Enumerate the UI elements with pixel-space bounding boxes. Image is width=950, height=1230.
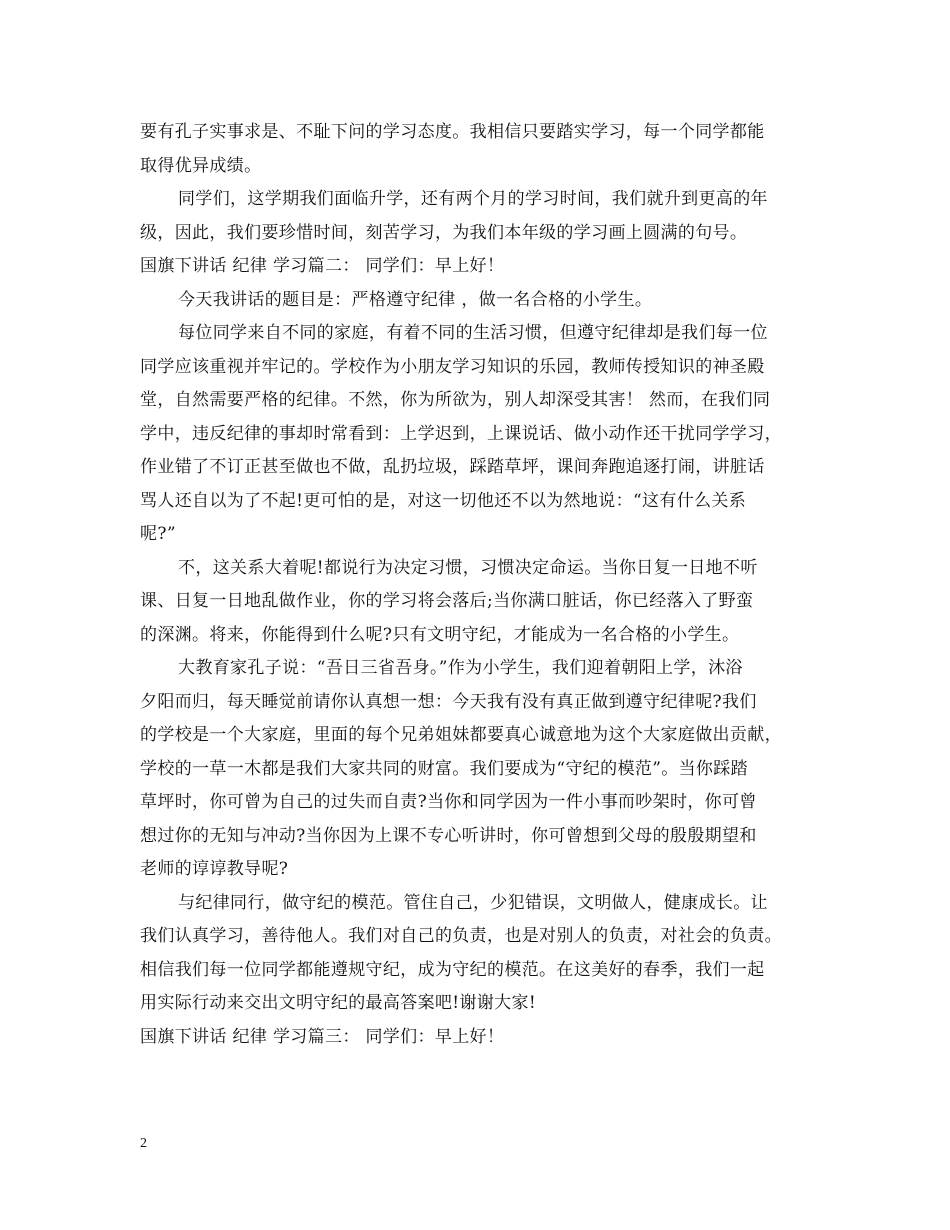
text-line: 呢?” [140,524,176,544]
text-line: 作业错了不订正甚至做也不做，乱扔垃圾，踩踏草坪，课间奔跑追逐打闹，讲脏话 [140,457,765,477]
text-line: 相信我们每一位同学都能遵规守纪，成为守纪的模范。在这美好的春季，我们一起 [140,959,765,980]
text-line: 级，因此，我们要珍惜时间，刻苦学习，为我们本年级的学习画上圆满的句号。 [140,222,748,243]
text-line: 与纪律同行，做守纪的模范。管住自己，少犯错误，文明做人，健康成长。让 [178,892,768,913]
text-line: 国旗下讲话 纪律 学习篇二： 同学们：早上好！ [140,256,505,276]
text-line: 今天我讲话的题目是：严格遵守纪律 ，做一名合格的小学生。 [178,289,653,310]
text-line: 骂人还自以为了不起!更可怕的是，对这一切他还不以为然地说：“这有什么关系 [140,490,747,511]
text-line: 想过你的无知与冲动?当你因为上课不专心听讲时，你可曾想到父母的殷殷期望和 [140,825,757,846]
text-line: 大教育家孔子说：“吾日三省吾身。”作为小学生，我们迎着朝阳上学，沐浴 [178,658,743,678]
text-line: 取得优异成绩。 [140,155,262,176]
text-line: 不，这关系大着呢!都说行为决定习惯，习惯决定命运。当你日复一日地不听 [178,557,758,578]
text-line: 要有孔子实事求是、不耻下问的学习态度。我相信只要踏实学习，每一个同学都能 [140,122,765,142]
text-line: 同学应该重视并牢记的。学校作为小朋友学习知识的乐园，教师传授知识的神圣殿 [140,356,765,377]
text-line: 学校的一草一木都是我们大家共同的财富。我们要成为“守纪的模范”。当你踩踏 [140,758,748,779]
text-line: 同学们，这学期我们面临升学，还有两个月的学习时间，我们就升到更高的年 [178,189,768,209]
page-number: 2 [140,1136,147,1151]
text-line: 每位同学来自不同的家庭，有着不同的生活习惯，但遵守纪律却是我们每一位 [178,323,768,343]
text-line: 的深渊。将来，你能得到什么呢?只有文明守纪，才能成为一名合格的小学生。 [140,624,740,645]
text-line: 夕阳而归，每天睡觉前请你认真想一想：今天我有没有真正做到遵守纪律呢?我们 [140,691,757,712]
text-line: 的学校是一个大家庭，里面的每个兄弟姐妹都要真心诚意地为这个大家庭做出贡献， [140,725,782,745]
document-body [140,116,830,1054]
text-line: 堂，自然需要严格的纪律。不然，你为所欲为，别人却深受其害！ 然而，在我们同 [140,390,771,410]
text-line: 草坪时，你可曾为自己的过失而自责?当你和同学因为一件小事而吵架时，你可曾 [140,792,757,812]
text-line: 用实际行动来交出文明守纪的最高答案吧!谢谢大家! [140,993,537,1013]
text-line: 老师的谆谆教导呢? [140,859,289,879]
text-line: 课、日复一日地乱做作业，你的学习将会落后;当你满口脏话，你已经落入了野蛮 [140,591,754,611]
text-line: 国旗下讲话 纪律 学习篇三： 同学们：早上好！ [140,1026,505,1047]
text-line: 学中，违反纪律的事却时常看到：上学迟到，上课说话、做小动作还干扰同学学习， [140,423,782,444]
text-line: 我们认真学习，善待他人。我们对自己的负责，也是对别人的负责，对社会的负责。 [140,926,782,946]
